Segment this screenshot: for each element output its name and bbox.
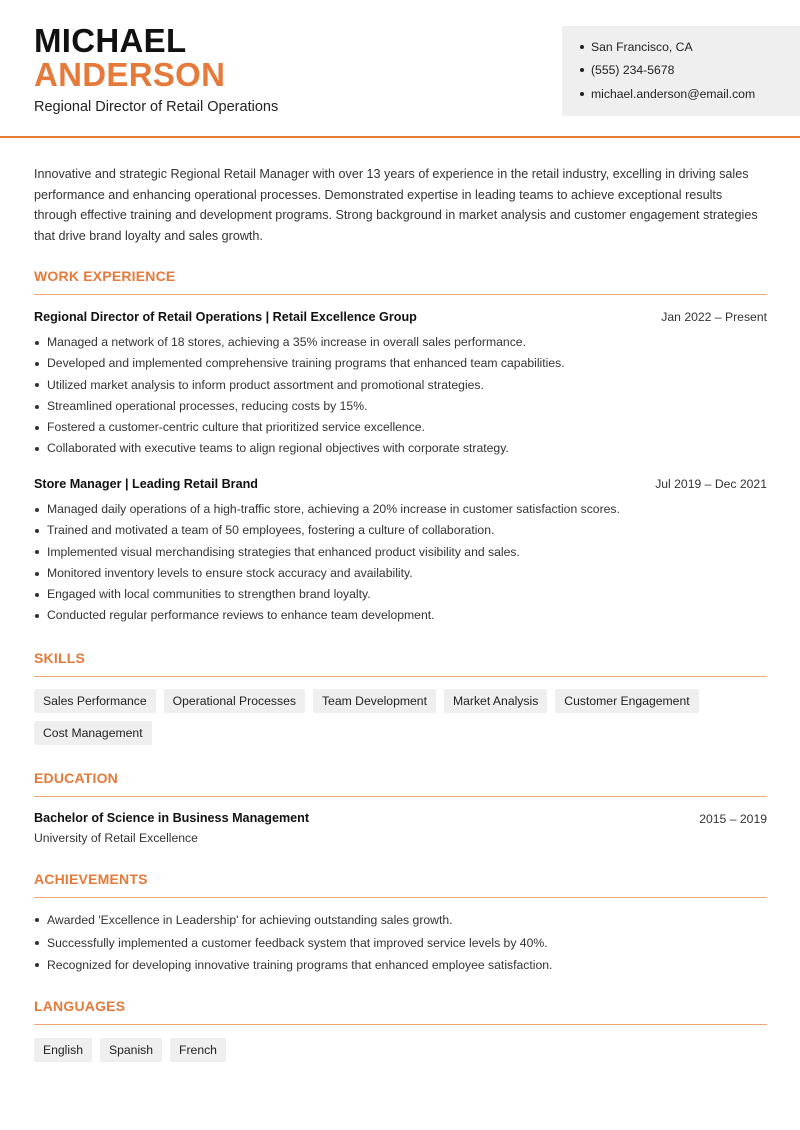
bullet-icon — [35, 963, 39, 967]
list-item — [34, 563, 767, 584]
skill-tag: Cost Management — [34, 721, 152, 745]
bullet-icon — [35, 405, 39, 409]
education-degree: Bachelor of Science in Business Management — [34, 811, 310, 825]
list-item — [34, 909, 767, 932]
bullet-icon — [35, 550, 39, 554]
bullet-text: Collaborated with executive teams to align regional objectives with corporate strategy. — [47, 441, 509, 456]
section-divider — [34, 676, 767, 677]
job-bullets — [34, 332, 767, 460]
bullet-icon — [580, 92, 584, 96]
section-title-skills: SKILLS — [34, 650, 85, 666]
bullet-text: Successfully implemented a customer feedback system that improved service levels by 40%. — [47, 935, 548, 950]
section-title-achievements: ACHIEVEMENTS — [34, 871, 148, 887]
bullet-icon — [35, 508, 39, 512]
bullet-text: Utilized market analysis to inform product assortment and promotional strategies. — [47, 377, 484, 392]
bullet-text: Recognized for developing innovative training programs that enhanced employee satisfaction. — [47, 958, 553, 972]
list-item — [34, 332, 767, 353]
list-item — [34, 605, 767, 626]
list-item — [34, 542, 767, 563]
achievements-list — [34, 909, 767, 977]
job-title: Regional Director of Retail Operations — [34, 99, 279, 115]
phone-text: (555) 234-5678 — [591, 63, 675, 77]
bullet-text: Managed a network of 18 stores, achieving a 35% increase in overall sales performance. — [47, 335, 526, 349]
language-tag: French — [170, 1038, 226, 1062]
job-bullets — [34, 499, 767, 627]
contact-email[interactable] — [580, 87, 755, 101]
list-item — [34, 584, 767, 605]
section-title-work: WORK EXPERIENCE — [34, 268, 176, 284]
bullet-icon — [35, 918, 39, 922]
bullet-text: Awarded 'Excellence in Leadership' for achieving outstanding sales growth. — [47, 913, 453, 927]
list-item — [34, 932, 767, 955]
section-divider — [34, 1024, 767, 1025]
bullet-text: Implemented visual merchandising strategies that enhanced product visibility and sales. — [47, 544, 520, 559]
section-divider — [34, 294, 767, 295]
bullet-text: Streamlined operational processes, reducing costs by 15%. — [47, 398, 368, 413]
bullet-icon — [35, 447, 39, 451]
job-heading: Regional Director of Retail Operations | Retail Excellence Group — [34, 310, 417, 324]
job-dates: Jul 2019 – Dec 2021 — [655, 477, 767, 491]
contact-location — [580, 40, 693, 54]
bullet-icon — [35, 383, 39, 387]
list-item — [34, 396, 767, 417]
professional-summary: Innovative and strategic Regional Retail Manager with over 13 years of experience in the retail industry, excelling in driving sales performance and enhancing operational processes. Demonstrated expertise in leading teams to achieve exceptional results through effective training and development programs. Strong background in market analysis and customer engagement strategies that drive brand loyalty and sales growth. — [34, 167, 758, 244]
first-name: MICHAEL — [34, 22, 187, 59]
bullet-text: Trained and motivated a team of 50 employees, fostering a culture of collaboration. — [47, 523, 495, 538]
contact-box — [562, 26, 800, 116]
bullet-text: Developed and implemented comprehensive training programs that enhanced team capabilities. — [47, 356, 565, 371]
bullet-icon — [35, 614, 39, 618]
bullet-text: Managed daily operations of a high-traffic store, achieving a 20% increase in customer satisfaction scores. — [47, 502, 620, 516]
section-divider — [34, 796, 767, 797]
list-item — [34, 353, 767, 374]
bullet-icon — [580, 45, 584, 49]
skill-tag: Team Development — [313, 689, 436, 713]
bullet-icon — [35, 572, 39, 576]
bullet-icon — [35, 426, 39, 430]
bullet-icon — [35, 941, 39, 945]
bullet-text: Monitored inventory levels to ensure stock accuracy and availability. — [47, 565, 413, 580]
skill-tag: Customer Engagement — [555, 689, 698, 713]
list-item — [34, 520, 767, 541]
skill-tag: Operational Processes — [164, 689, 305, 713]
language-tag: English — [34, 1038, 92, 1062]
education-school: University of Retail Excellence — [34, 831, 198, 845]
bullet-icon — [35, 362, 39, 366]
language-tag: Spanish — [100, 1038, 162, 1062]
languages-list — [34, 1038, 767, 1062]
bullet-icon — [35, 593, 39, 597]
email-text[interactable]: michael.anderson@email.com — [591, 87, 756, 101]
section-title-education: EDUCATION — [34, 770, 118, 786]
bullet-icon — [580, 68, 584, 72]
list-item — [34, 954, 767, 977]
skill-tag: Sales Performance — [34, 689, 156, 713]
bullet-text: Conducted regular performance reviews to enhance team development. — [47, 608, 435, 623]
bullet-text: Fostered a customer-centric culture that prioritized service excellence. — [47, 420, 425, 435]
list-item — [34, 438, 767, 459]
section-divider — [34, 897, 767, 898]
job-heading: Store Manager | Leading Retail Brand — [34, 477, 258, 491]
job-dates: Jan 2022 – Present — [661, 310, 767, 324]
resume-header — [0, 0, 800, 138]
skills-list — [34, 689, 767, 745]
list-item — [34, 499, 767, 520]
bullet-icon — [35, 529, 39, 533]
education-dates: 2015 – 2019 — [699, 812, 767, 826]
list-item — [34, 417, 767, 438]
skill-tag: Market Analysis — [444, 689, 547, 713]
last-name: ANDERSON — [34, 56, 226, 93]
bullet-text: Engaged with local communities to strengthen brand loyalty. — [47, 587, 371, 602]
location-text: San Francisco, CA — [591, 40, 693, 54]
list-item — [34, 375, 767, 396]
contact-phone — [580, 63, 674, 77]
section-title-languages: LANGUAGES — [34, 998, 126, 1014]
bullet-icon — [35, 341, 39, 345]
